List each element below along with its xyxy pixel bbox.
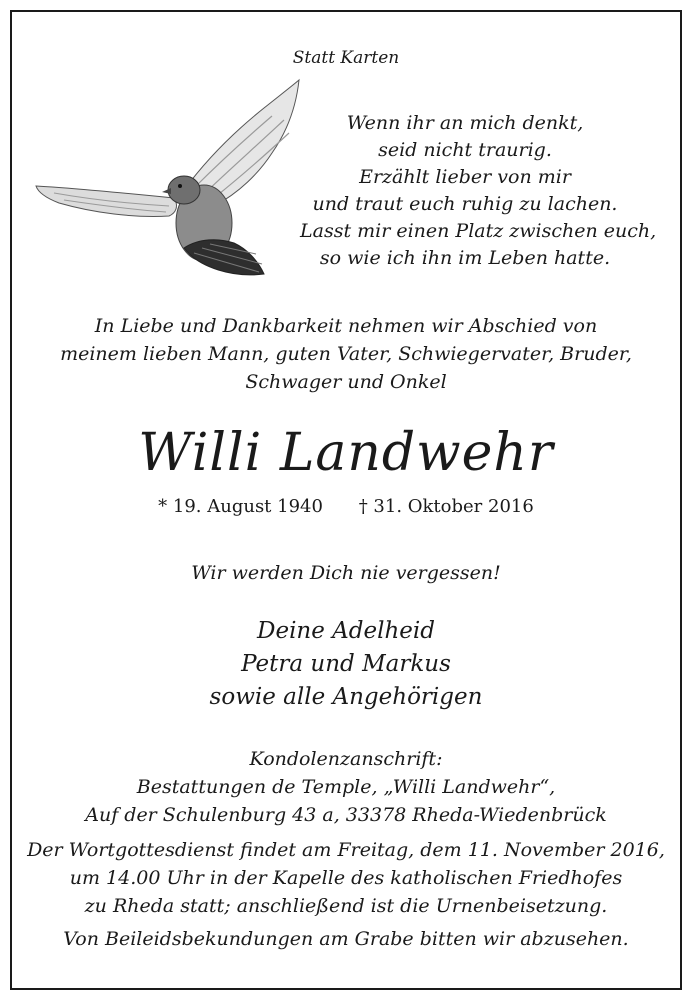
intro-line: meinem lieben Mann, guten Vater, Schwiegervater, Bruder, [60,343,632,365]
service-line: zu Rheda statt; anschließend ist die Urnenbeisetzung. [84,895,608,917]
service-line: um 14.00 Uhr in der Kapelle des katholischen Friedhofes [69,867,623,889]
family-line: sowie alle Angehörigen [209,684,483,710]
life-dates [0,496,692,517]
statt-karten-label: Statt Karten [292,48,400,68]
memorial-message: Wir werden Dich nie vergessen! [191,562,501,584]
poem-line: so wie ich ihn im Leben hatte. [319,247,611,269]
poem-line: Erzählt lieber von mir [359,166,571,188]
contact-line: Kondolenzanschrift: [249,748,443,770]
service-line: Der Wortgottesdienst findet am Freitag, dem 11. November 2016, [27,839,665,861]
deceased-name: Willi Landwehr [138,423,554,483]
poem [300,110,657,272]
intro-line: Schwager und Onkel [245,371,447,393]
poem-line: Wenn ihr an mich denkt, [346,112,584,134]
intro-line: In Liebe und Dankbarkeit nehmen wir Abschied von [94,315,598,337]
family-line: Deine Adelheid [257,618,435,644]
dove-icon [34,78,304,284]
family-signature [0,615,692,714]
contact-line: Bestattungen de Temple, „Willi Landwehr“, [136,776,556,798]
family-line: Petra und Markus [241,651,451,677]
intro-text [0,312,692,396]
death-date: † 31. Oktober 2016 [358,496,534,517]
birth-date: * 19. August 1940 [158,496,323,517]
condolence-request: Von Beileidsbekundungen am Grabe bitten wir abzusehen. [63,928,629,950]
poem-line: seid nicht traurig. [378,139,552,161]
poem-line: Lasst mir einen Platz zwischen euch, [300,220,657,242]
condolence-address [0,745,692,829]
poem-line: und traut euch ruhig zu lachen. [312,193,618,215]
contact-line: Auf der Schulenburg 43 a, 33378 Rheda-Wiedenbrück [85,804,607,826]
service-info [0,836,692,920]
